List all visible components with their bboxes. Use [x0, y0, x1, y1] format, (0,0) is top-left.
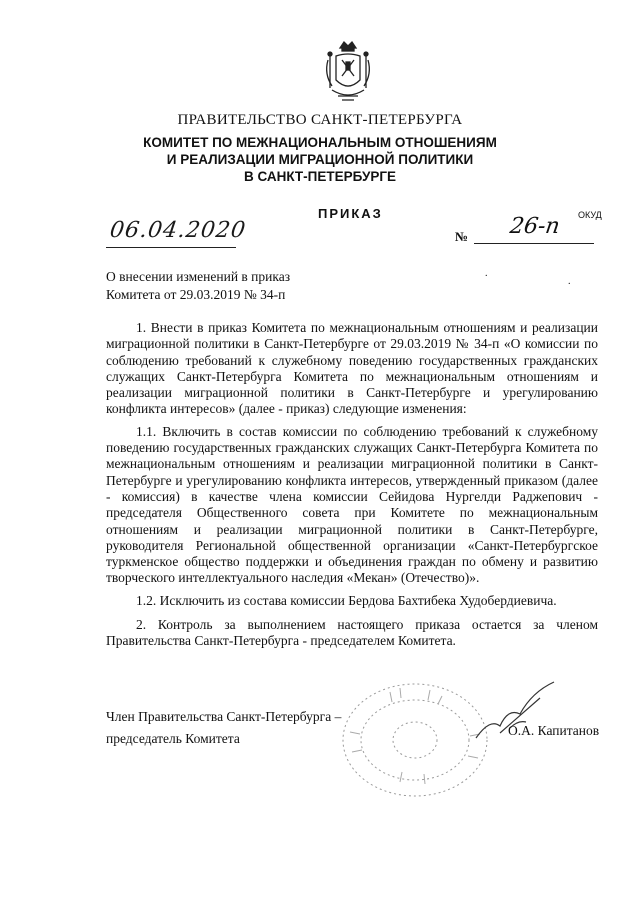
committee-title-line: И РЕАЛИЗАЦИИ МИГРАЦИОННОЙ ПОЛИТИКИ: [166, 152, 474, 167]
stray-dot: .: [568, 276, 571, 287]
date-underline: [106, 247, 236, 248]
signatory-name: О.А. Капитанов: [508, 723, 600, 738]
body-paragraph: 1.2. Исключить из состава комиссии Бердова Бахтибека Худобердиевича.: [136, 592, 557, 608]
order-subject: [106, 268, 406, 304]
body-paragraph: 1.1. Включить в состав комиссии по соблюдению требований к служебному поведению государственных гражданских служащих Санкт-Петербурга Комитета по межнациональным отношениям и реализации миграционной политики в Санкт-Петербурге и урегулированию конфликта интересов, утвержденный приказом (далее - комиссия) в качестве члена комиссии Сейидова Нургелди Раджепович - председателя Общественного совета при Комитете по межнациональным отношениям и реализации миграционной политики в Санкт-Петербурге, руководителя Региональной общественной организации «Санкт-Петербургское туркменское общество поддержки и объединения граждан по обмену и развитию творческого интеллектуального наследия «Мекан» (Отечество)».: [106, 423, 598, 586]
number-underline: [474, 243, 594, 244]
subject-line: Комитета от 29.03.2019 № 34-п: [106, 287, 286, 302]
stray-dot: .: [485, 268, 488, 279]
committee-title-line: КОМИТЕТ ПО МЕЖНАЦИОНАЛЬНЫМ ОТНОШЕНИЯМ: [143, 135, 497, 150]
order-number-handwritten: 26-п: [508, 214, 562, 239]
coat-of-arms-emblem: [322, 38, 374, 108]
body-paragraph: 1. Внести в приказ Комитета по межнациональным отношениям и реализации миграционной политики в Санкт-Петербурге от 29.03.2019 № 34-п «О комиссии по соблюдению требований к служебному поведению государственных гражданских служащих Санкт-Петербурга Комитета по межнациональным отношениям и реализации миграционной политики в Санкт-Петербурге и урегулированию конфликта интересов» (далее - приказ) следующие изменения:: [106, 320, 598, 417]
okud-label: ОКУД: [578, 210, 602, 220]
government-title: ПРАВИТЕЛЬСТВО САНКТ-ПЕТЕРБУРГА: [177, 112, 463, 128]
subject-line: О внесении изменений в приказ: [106, 269, 291, 284]
committee-title: [0, 134, 640, 185]
body-paragraph: 2. Контроль за выполнением настоящего приказа остается за членом Правительства Санкт-Петербурга - председателем Комитета.: [106, 617, 598, 649]
order-title: ПРИКАЗ: [318, 206, 383, 221]
committee-title-line: В САНКТ-ПЕТЕРБУРГЕ: [243, 169, 397, 184]
order-date-handwritten: 06.04.2020: [108, 218, 248, 243]
position-line: Член Правительства Санкт-Петербурга –: [106, 709, 342, 724]
position-line: председатель Комитета: [106, 731, 240, 746]
number-sign: №: [455, 229, 469, 244]
order-body: [106, 320, 598, 656]
signatory-position: [106, 706, 341, 750]
